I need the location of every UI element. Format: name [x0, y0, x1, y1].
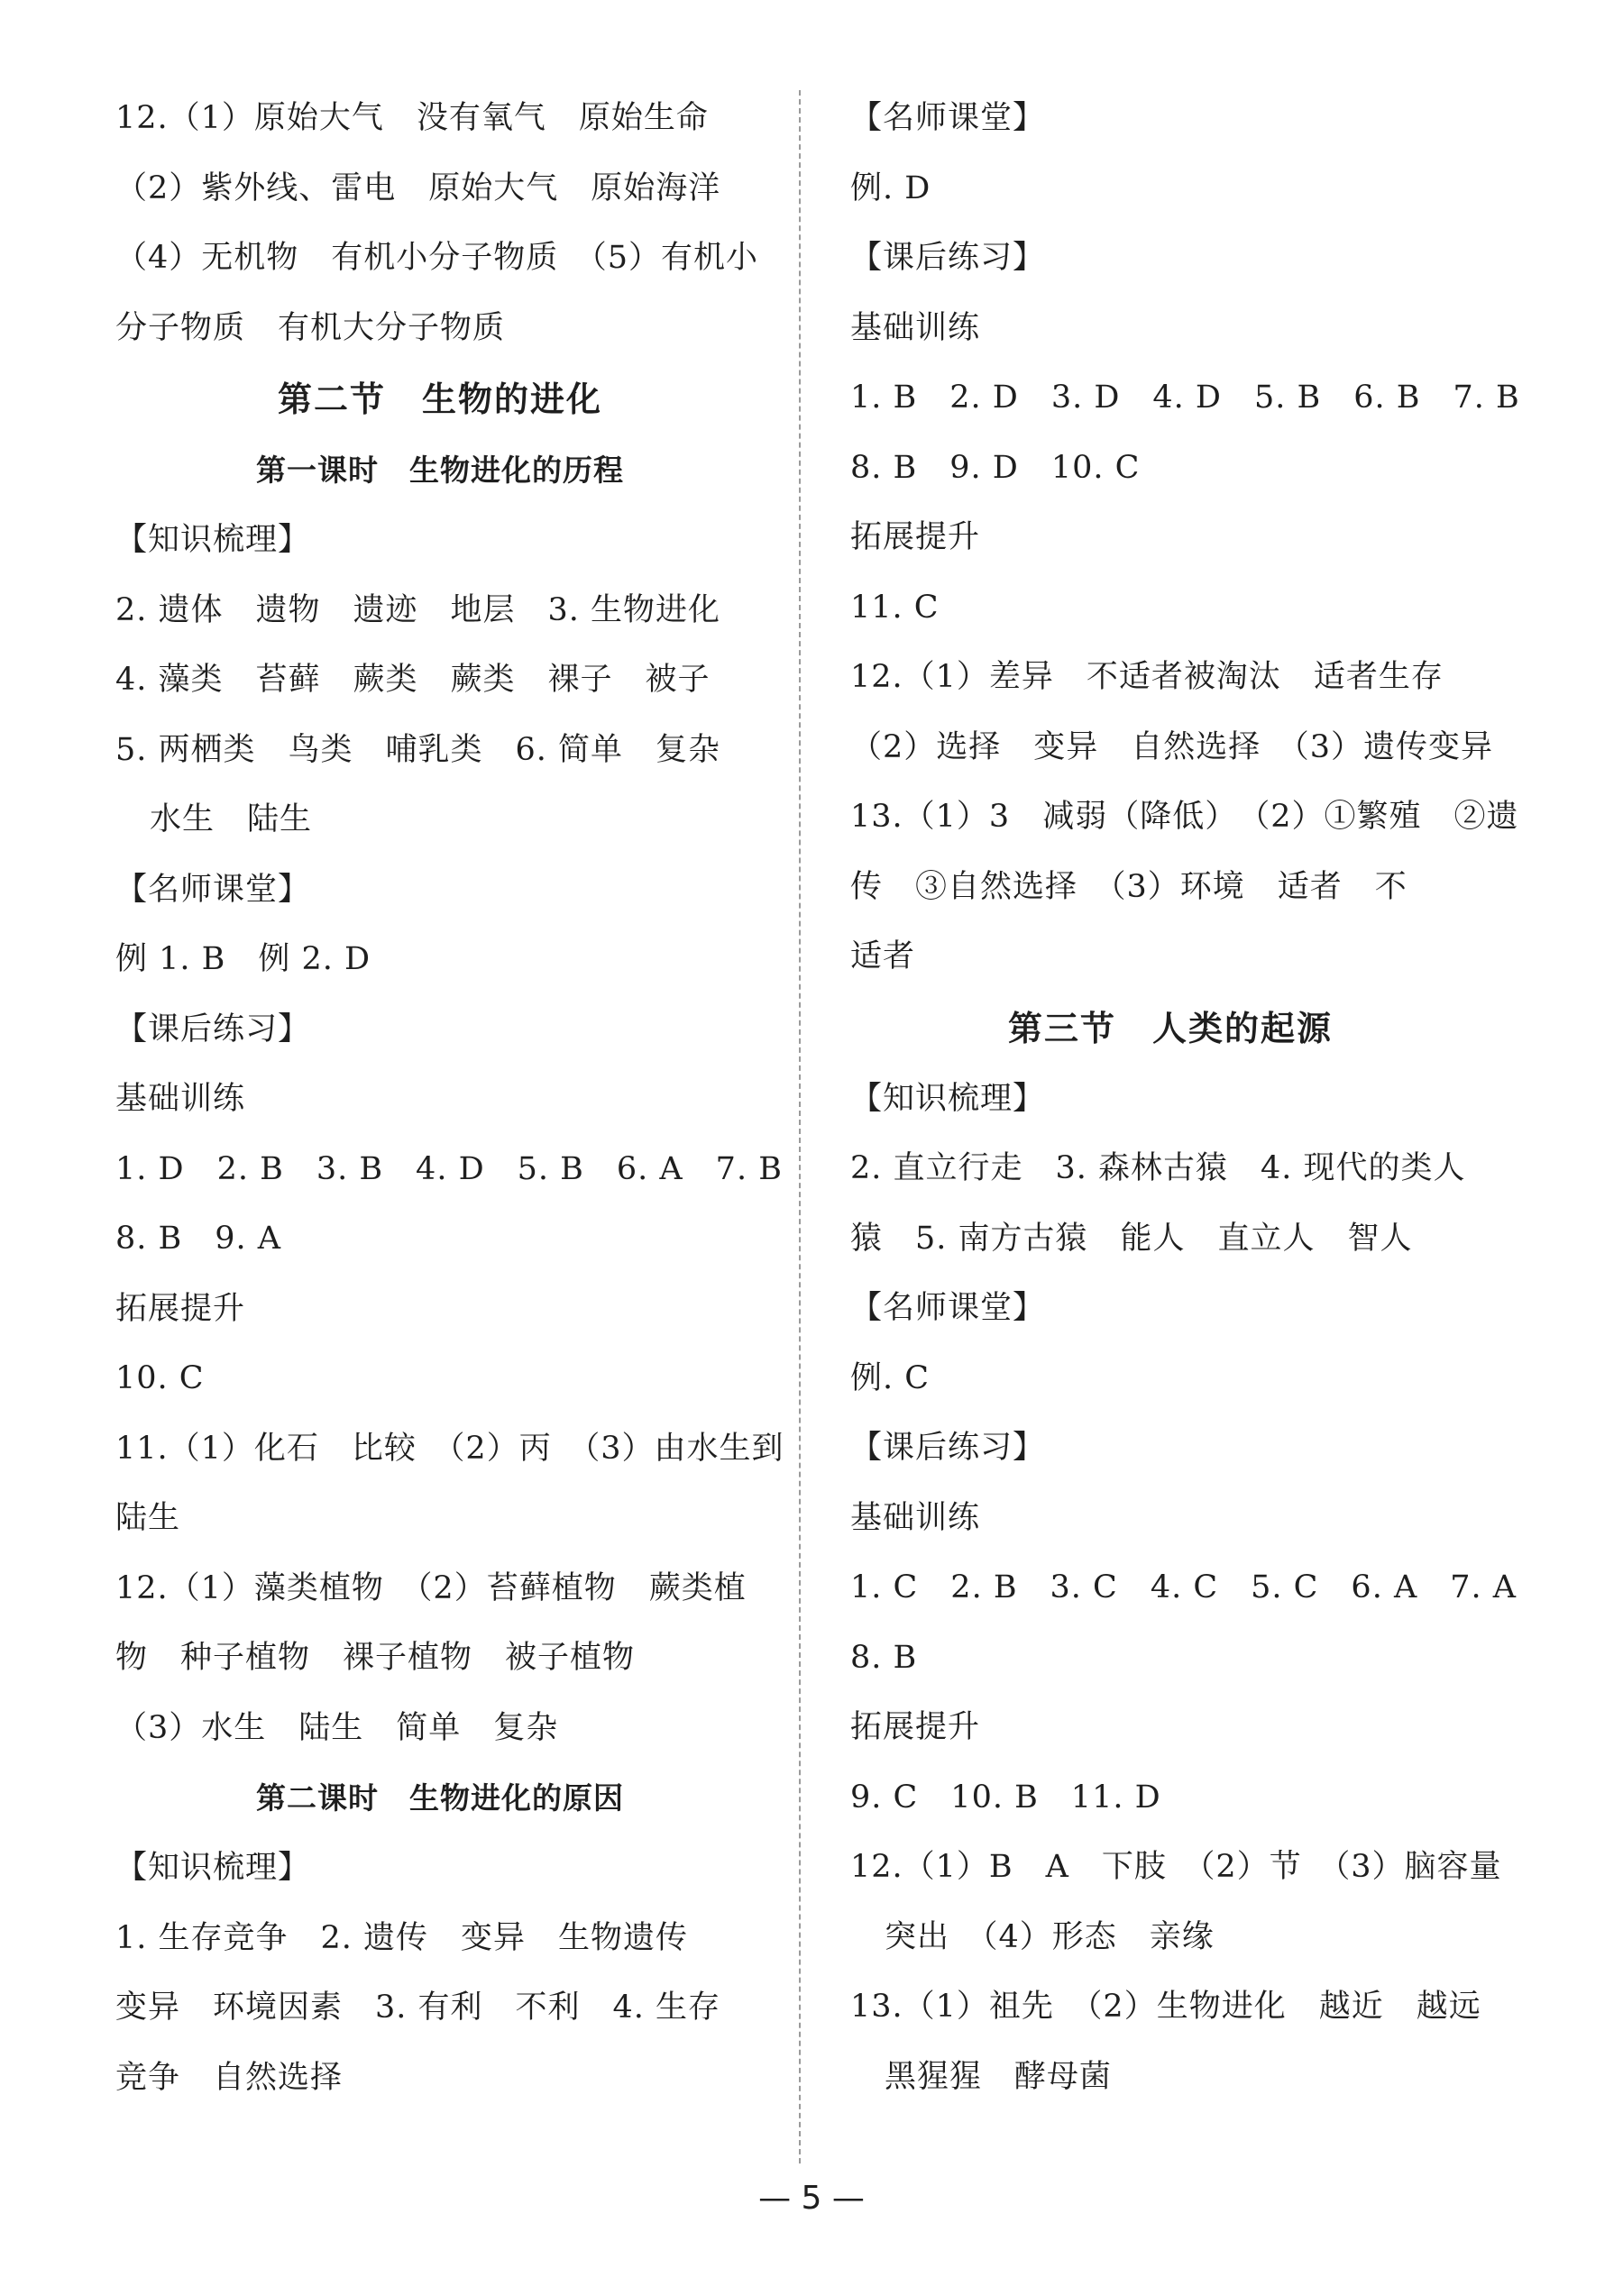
- text-line: 11. C: [850, 589, 940, 626]
- text-line: 5. 两栖类 鸟类 哺乳类 6. 简单 复杂: [115, 731, 721, 768]
- practice-tag: 【课后练习】: [850, 1430, 1046, 1466]
- lesson-heading: 第一课时 生物进化的历程: [256, 453, 624, 488]
- text-line: （2）选择 变异 自然选择 （3）遗传变异: [850, 728, 1494, 765]
- text-line: 13.（1）3 减弱（降低） （2）①繁殖 ②遗: [850, 799, 1519, 835]
- subheading-basic: 基础训练: [115, 1081, 246, 1117]
- column-divider: [799, 90, 801, 2163]
- page-number: — 5 —: [758, 2180, 865, 2217]
- knowledge-tag: 【知识梳理】: [850, 1080, 1046, 1117]
- text-line: 物 种子植物 裸子植物 被子植物: [115, 1640, 636, 1676]
- text-line: 突出 （4）形态 亲缘: [885, 1918, 1215, 1955]
- text-line: 竞争 自然选择: [115, 2059, 344, 2096]
- text-line: 1. C 2. B 3. C 4. C 5. C 6. A 7. A: [850, 1569, 1518, 1605]
- section-heading: 第二节 生物的进化: [277, 380, 602, 419]
- text-line: 8. B 9. A: [115, 1221, 282, 1257]
- text-line: （4）无机物 有机小分子物质 （5）有机小: [115, 240, 759, 276]
- text-line: 4. 藻类 苔藓 蕨类 蕨类 裸子 被子: [115, 662, 711, 698]
- text-line: 12.（1）B A 下肢 （2）节 （3）脑容量: [850, 1849, 1502, 1885]
- practice-tag: 【课后练习】: [115, 1011, 311, 1047]
- teacher-tag: 【名师课堂】: [850, 100, 1046, 136]
- text-line: 适者: [850, 938, 916, 974]
- left-column: [115, 84, 784, 2113]
- text-line: 12.（1）原始大气 没有氧气 原始生命: [115, 100, 709, 136]
- knowledge-tag: 【知识梳理】: [115, 1850, 311, 1886]
- subheading-basic: 基础训练: [850, 309, 981, 346]
- knowledge-tag: 【知识梳理】: [115, 522, 311, 558]
- text-line: 2. 直立行走 3. 森林古猿 4. 现代的类人: [850, 1150, 1466, 1186]
- text-line: 变异 环境因素 3. 有利 不利 4. 生存: [115, 1990, 721, 2026]
- lesson-heading: 第二课时 生物进化的原因: [256, 1780, 624, 1816]
- text-line: 8. B 9. D 10. C: [850, 449, 1141, 486]
- text-line: 猿 5. 南方古猿 能人 直立人 智人: [850, 1220, 1413, 1257]
- text-line: 例. C: [850, 1359, 931, 1396]
- right-column: [850, 84, 1520, 2112]
- text-line: 13.（1）祖先 （2）生物进化 越近 越远: [850, 1989, 1481, 2025]
- text-line: 12.（1）藻类植物 （2）苔藓植物 蕨类植: [115, 1569, 747, 1606]
- text-line: 水生 陆生: [150, 801, 313, 837]
- text-line: 12.（1）差异 不适者被淘汰 适者生存: [850, 659, 1444, 695]
- subheading-extend: 拓展提升: [115, 1290, 246, 1327]
- subheading-basic: 基础训练: [850, 1499, 981, 1536]
- subheading-extend: 拓展提升: [850, 1709, 981, 1745]
- text-line: 10. C: [115, 1360, 205, 1396]
- text-line: 黑猩猩 酵母菌: [885, 2058, 1113, 2095]
- text-line: 陆生: [115, 1500, 181, 1536]
- text-line: 传 ③自然选择 （3）环境 适者 不: [850, 868, 1408, 905]
- subheading-extend: 拓展提升: [850, 519, 981, 555]
- teacher-tag: 【名师课堂】: [850, 1290, 1046, 1326]
- text-line: （2）紫外线、雷电 原始大气 原始海洋: [115, 169, 721, 206]
- section-heading: 第三节 人类的起源: [1007, 1008, 1333, 1048]
- text-line: 11.（1）化石 比较 （2）丙 （3）由水生到: [115, 1430, 784, 1467]
- teacher-tag: 【名师课堂】: [115, 871, 311, 908]
- practice-tag: 【课后练习】: [850, 240, 1046, 276]
- text-line: 1. B 2. D 3. D 4. D 5. B 6. B 7. B: [850, 380, 1520, 416]
- text-line: 2. 遗体 遗物 遗迹 地层 3. 生物进化: [115, 591, 721, 628]
- text-line: 9. C 10. B 11. D: [850, 1779, 1161, 1816]
- text-line: 例. D: [850, 169, 931, 206]
- text-line: 例 1. B 例 2. D: [115, 941, 371, 977]
- text-line: 分子物质 有机大分子物质: [115, 309, 506, 346]
- text-line: 1. 生存竞争 2. 遗传 变异 生物遗传: [115, 1919, 689, 1956]
- text-line: （3）水生 陆生 简单 复杂: [115, 1709, 559, 1746]
- text-line: 8. B: [850, 1639, 918, 1676]
- text-line: 1. D 2. B 3. B 4. D 5. B 6. A 7. B: [115, 1150, 783, 1187]
